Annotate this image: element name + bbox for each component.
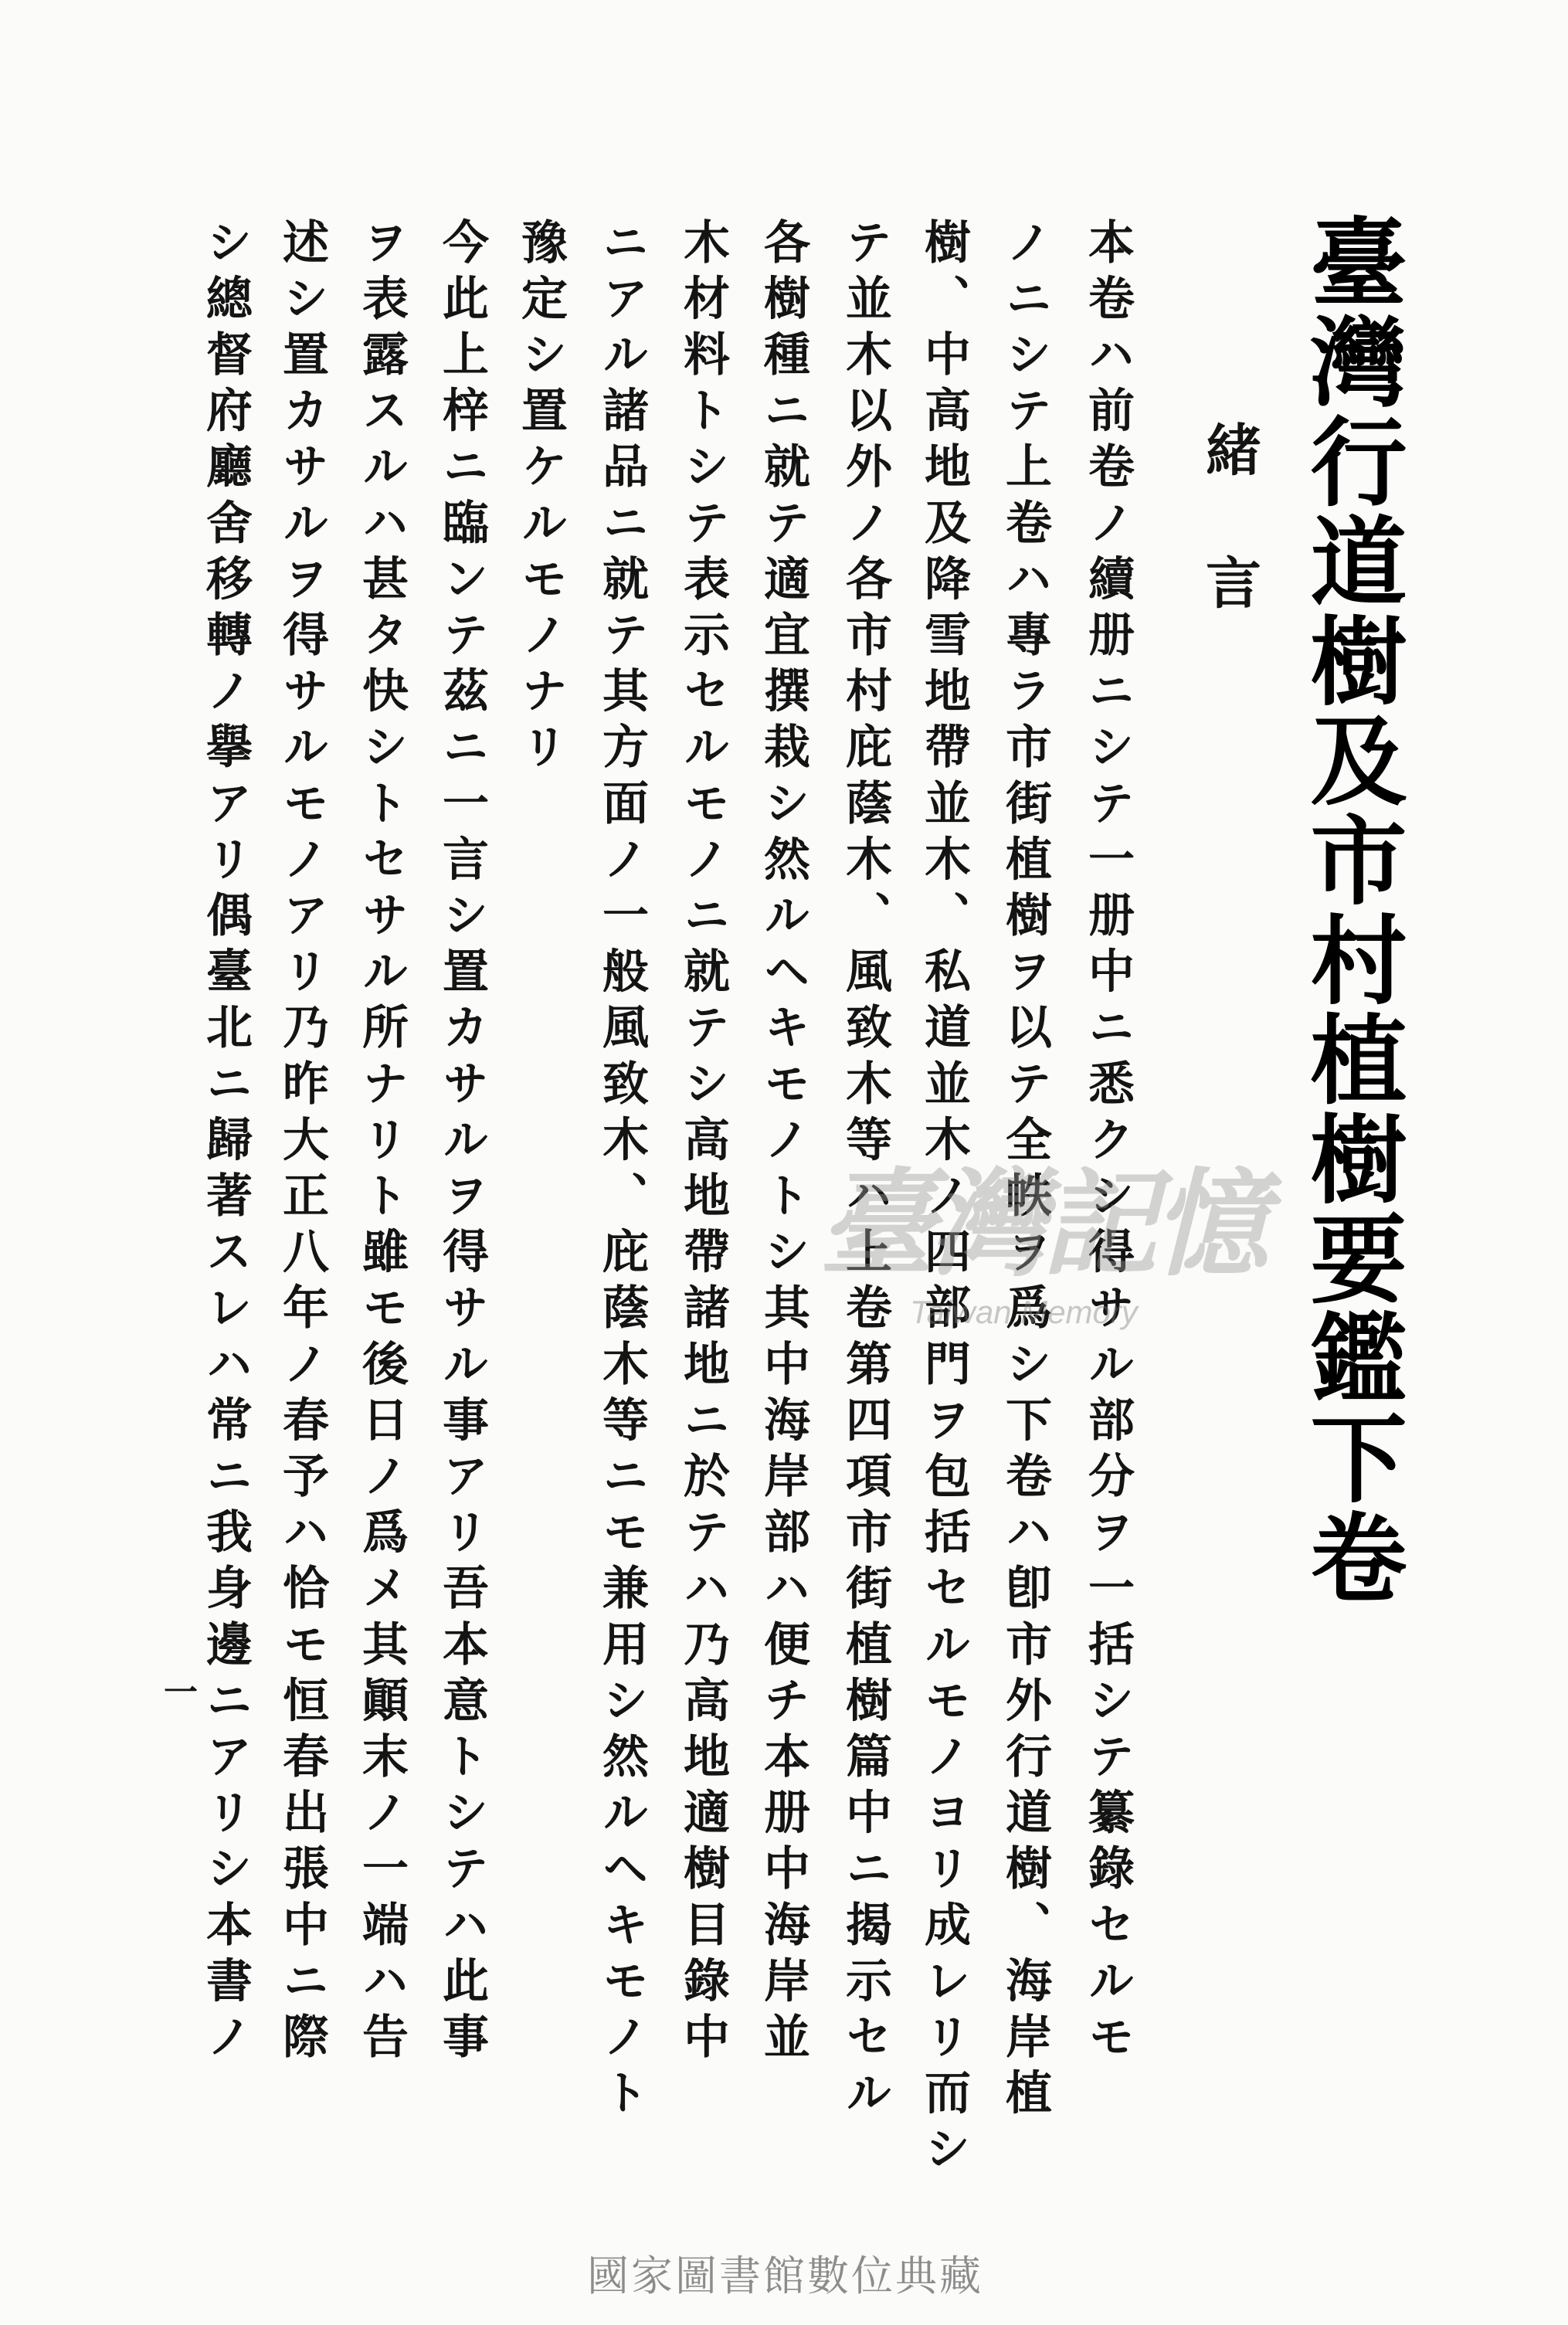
text-column: シ總督府廳舍移轉ノ擧アリ偶臺北ニ歸著スレハ常ニ我身邊ニアリシ本書ノ [199, 218, 253, 2069]
page-number: 一 [164, 1673, 198, 1712]
text-column: 木材料トシテ表示セルモノニ就テシ高地帶諸地ニ於テハ乃高地適樹目錄中 [676, 218, 730, 2069]
text-column: 述シ置カサルヲ得サルモノアリ乃昨大正八年ノ春予ハ恰モ恒春出張中ニ際 [275, 218, 329, 2069]
section-heading: 緒言 [1196, 421, 1262, 687]
text-column: ヲ表露スルハ甚タ快シトセサル所ナリト雖モ後日ノ爲メ其顚末ノ一端ハ告 [355, 218, 409, 2069]
text-column: 豫定シ置ケルモノナリ [514, 218, 568, 779]
text-column: ノニシテ上卷ハ專ラ市街植樹ヲ以テ全帙ヲ爲シ下卷ハ卽市外行道樹、海岸植 [998, 218, 1052, 2125]
text-column: テ並木以外ノ各市村庇蔭木、風致木等ハ上卷第四項市街植樹篇中ニ揭示セル [838, 218, 892, 2125]
text-column: 今此上梓ニ臨ンテ茲ニ一言シ置カサルヲ得サル事アリ吾本意トシテハ此事 [435, 218, 489, 2069]
watermark-chinese: 臺灣記憶 [819, 1156, 1264, 1292]
text-column: 本卷ハ前卷ノ續册ニシテ一册中ニ悉クシ得サル部分ヲ一括シテ纂錄セルモ [1081, 218, 1135, 2069]
footer-credit: 國家圖書館數位典藏 [587, 2252, 983, 2300]
text-column: 樹、中高地及降雪地帶並木、私道並木ノ四部門ヲ包括セルモノヨリ成レリ而シ [917, 218, 971, 2181]
text-column: ニアル諸品ニ就テ其方面ノ一般風致木、庇蔭木等ニモ兼用シ然ルヘキモノト [595, 218, 649, 2125]
watermark-english: Taiwan Memory [910, 1294, 1138, 1330]
text-column: 各樹種ニ就テ適宜撰栽シ然ルヘキモノトシ其中海岸部ハ便チ本册中海岸並 [756, 218, 810, 2069]
page-title: 臺灣行道樹及市村植樹要鑑下卷 [1294, 212, 1407, 1607]
